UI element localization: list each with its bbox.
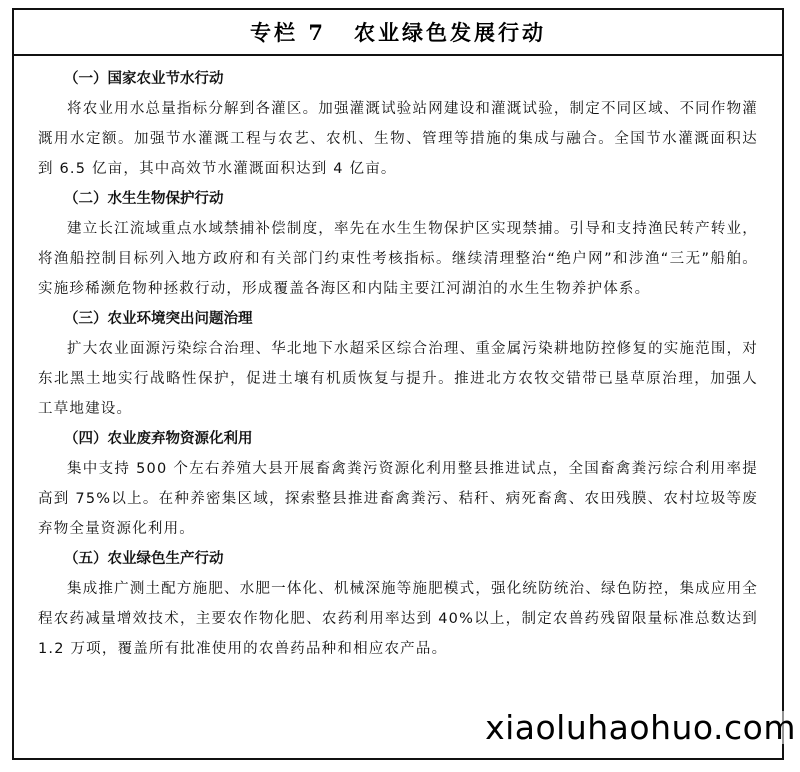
section-heading-4: （四）农业废弃物资源化利用 [64,431,253,447]
section-body-2: 建立长江流域重点水域禁捕补偿制度，率先在水生生物保护区实现禁捕。引导和支持渔民转产转业，将渔船控制目标列入地方政府和有关部门约束性考核指标。继续清理整治“绝户网”和涉渔“三无”船舶。实施珍稀濒危物种拯救行动，形成覆盖各海区和内陆主要江河湖泊的水生生物养护体系。 [38,221,758,297]
section-heading-1: （一）国家农业节水行动 [64,71,224,87]
column-title-text: 农业绿色发展行动 [353,20,546,45]
section-body-1: 将农业用水总量指标分解到各灌区。加强灌溉试验站网建设和灌溉试验，制定不同区域、不同作物灌溉用水定额。加强节水灌溉工程与农艺、农机、生物、管理等措施的集成与融合。全国节水灌溉面积达到 6.5 亿亩，其中高效节水灌溉面积达到 4 亿亩。 [38,101,758,177]
column-box [12,8,784,760]
section-heading-3: （三）农业环境突出问题治理 [64,311,253,327]
section-body-4: 集中支持 500 个左右养殖大县开展畜禽粪污资源化利用整县推进试点，全国畜禽粪污综合利用率提高到 75%以上。在种养密集区域，探索整县推进畜禽粪污、秸秆、病死畜禽、农田残膜、农村垃圾等废弃物全量资源化利用。 [38,461,758,537]
column-number: 专栏 7 [250,20,326,45]
section-body-5: 集成推广测土配方施肥、水肥一体化、机械深施等施肥模式，强化统防统治、绿色防控，集成应用全程农药减量增效技术，主要农作物化肥、农药利用率达到 40%以上，制定农兽药残留限量标准总数达到 1.2 万项，覆盖所有批准使用的农兽药品种和相应农产品。 [38,581,758,657]
section-body-3: 扩大农业面源污染综合治理、华北地下水超采区综合治理、重金属污染耕地防控修复的实施范围，对东北黑土地实行战略性保护，促进土壤有机质恢复与提升。推进北方农牧交错带已垦草原治理，加强人工草地建设。 [38,341,758,417]
section-heading-5: （五）农业绿色生产行动 [64,551,224,567]
column-title [14,10,782,56]
section-heading-2: （二）水生生物保护行动 [64,191,224,207]
column-content [14,56,782,664]
watermark-text: xiaoluhaohuo.com [481,711,800,744]
